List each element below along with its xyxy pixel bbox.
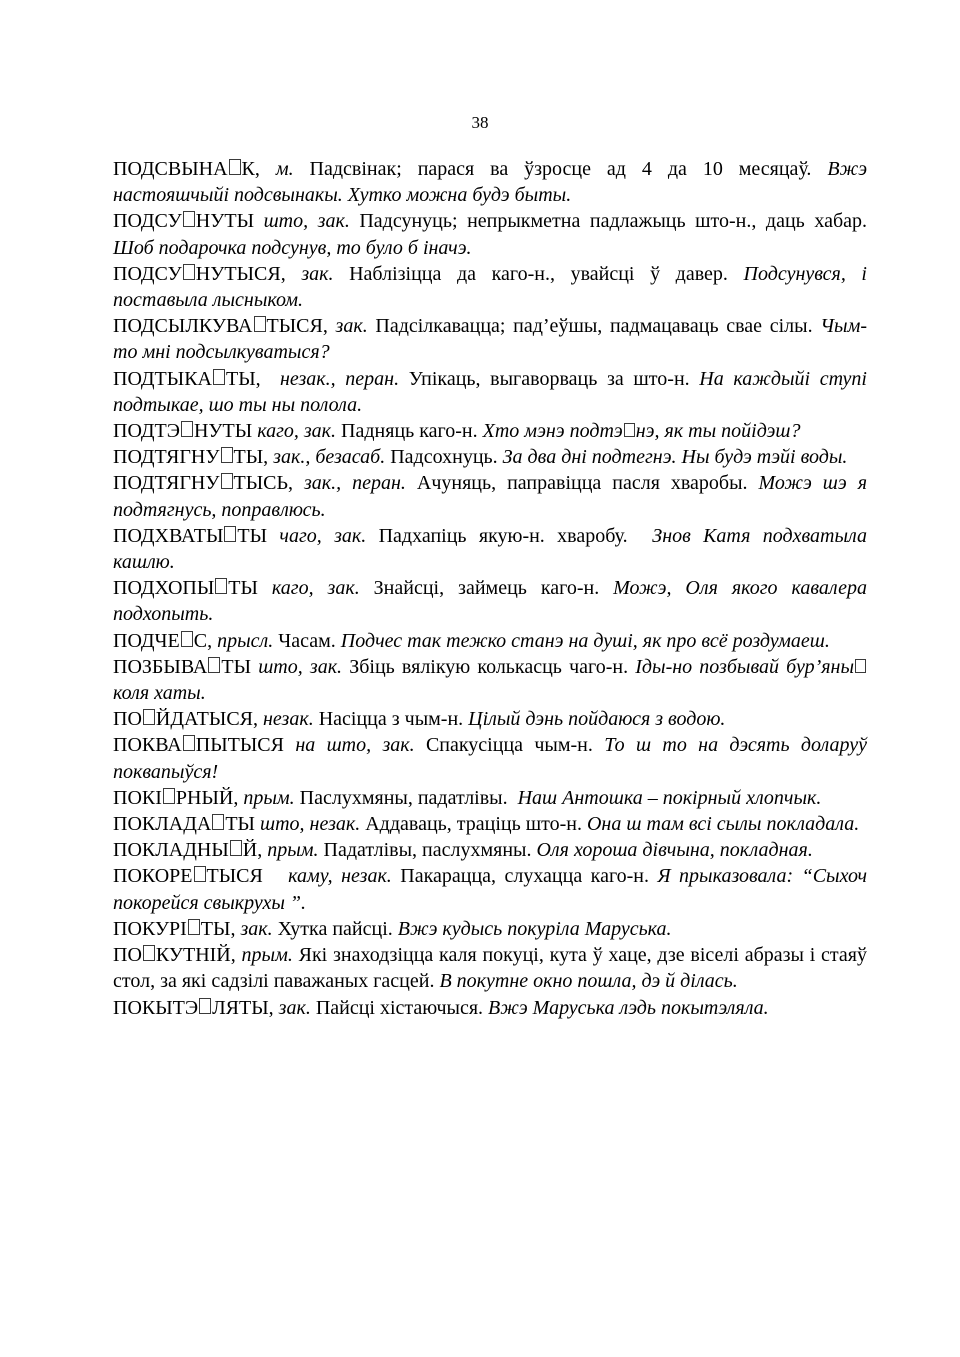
entry-grammar-label: зак., безасаб. [273, 446, 391, 469]
entry-grammar-label: зак. [278, 996, 316, 1019]
missing-glyph-box-icon [194, 866, 206, 882]
entry-headword: ПОДСВЫНА К, [113, 158, 276, 180]
entry-example: Я прыказовала: “Сыхоч покорейся свыкрухы ”. [113, 865, 867, 914]
entry-grammar-label: што, зак. [263, 210, 360, 233]
entry-grammar-label: прым. [241, 944, 299, 967]
dictionary-entry [113, 208, 867, 260]
entry-definition: Пакарацца, слухацца каго-н. [400, 865, 658, 888]
entry-example: Вжэ Маруська лэдь покытэляла. [488, 996, 769, 1019]
entry-definition: Збіць вялікую колькасць чаго-н. [349, 655, 636, 678]
dictionary-entry [113, 418, 867, 444]
entry-grammar-label: прым. [267, 839, 324, 862]
dictionary-entry [113, 654, 867, 706]
dictionary-entry [113, 811, 867, 837]
missing-glyph-box-icon [199, 998, 211, 1014]
entry-headword: ПОДТЭ НУТЫ [113, 420, 258, 443]
entry-definition: Падсілкавацца; пад’еўшы, падмацаваць свае сілы. [375, 315, 821, 338]
entry-example: Наш Антошка – покірный хлопчык. [517, 786, 822, 809]
dictionary-entry [113, 261, 867, 313]
missing-glyph-box-icon [208, 657, 220, 673]
entry-headword: ПО КУТНІЙ, [113, 944, 242, 967]
entry-definition: Спакусіцца чым-н. [425, 734, 605, 757]
dictionary-entry [113, 366, 867, 418]
entry-headword: ПОДСЫЛКУВА ТЫСЯ, [113, 315, 336, 338]
missing-glyph-box-icon [188, 919, 200, 935]
entry-definition: Падсохнуць. [390, 446, 503, 469]
entry-example: То ш то на дэсять доларуў поквапыўся! [113, 734, 867, 783]
dictionary-entry [113, 863, 867, 915]
entry-grammar-label: каму, незак. [288, 865, 401, 888]
dictionary-entry [113, 313, 867, 365]
entry-grammar-label: на што, зак. [295, 734, 426, 757]
entry-grammar-label: зак. [240, 917, 278, 940]
missing-glyph-box-icon [143, 945, 155, 961]
entry-headword: ПОДХВАТЫ ТЫ [113, 524, 280, 547]
entry-grammar-label: каго, зак. [257, 420, 342, 443]
entry-grammar-label: што, зак. [258, 655, 350, 678]
entry-definition: Пайсці хістаючыся. [315, 996, 489, 1019]
missing-glyph-box-icon [221, 473, 233, 489]
dictionary-entry [113, 470, 867, 522]
entry-example: Вжэ настояшчыйі подсвынакы. Хутко можна будэ быты. [113, 158, 868, 207]
entry-example: Оля хороша дівчына, покладная. [536, 839, 813, 862]
entry-headword: ПОДХОПЫ ТЫ [113, 577, 272, 600]
entry-definition: Аддаваць, траціць што-н. [365, 813, 587, 836]
dictionary-content [113, 156, 867, 1021]
dictionary-entry [113, 942, 867, 994]
entry-headword: ПОДСУ НУТЫ [113, 210, 264, 233]
entry-grammar-label: каго, зак. [271, 577, 374, 600]
entry-headword: ПОДТЯГНУ ТЫСЬ, [113, 472, 304, 495]
entry-headword: ПОДСУ НУТЫСЯ, [113, 262, 302, 285]
entry-grammar-label: чаго, зак. [279, 524, 379, 547]
entry-headword: ПОКІ РНЫЙ, [113, 786, 244, 809]
entry-headword: ПОДТЫКА ТЫ, [113, 367, 280, 390]
missing-glyph-box-icon [183, 211, 195, 227]
entry-definition: Падатлівы, паслухмяны. [323, 839, 537, 862]
entry-grammar-label: зак., перан. [303, 472, 417, 495]
entry-headword: ПОДТЯГНУ ТЫ, [113, 446, 274, 469]
entry-headword: ПОКУРІ ТЫ, [113, 917, 241, 940]
entry-grammar-label: м. [275, 158, 310, 180]
dictionary-entry [113, 444, 867, 470]
entry-definition: Хутка пайсці. [277, 917, 398, 940]
entry-definition: Паслухмяны, падатлівы. [299, 786, 518, 809]
missing-glyph-box-icon [215, 578, 227, 594]
entry-grammar-label: што, незак. [260, 813, 366, 836]
entry-grammar-label: прысл. [217, 629, 279, 652]
entry-example: Іды-но позбывай бур’яны коля хаты. [113, 656, 867, 704]
missing-glyph-box-icon [212, 814, 224, 830]
missing-glyph-box-icon [181, 631, 193, 647]
entry-headword: ПОКОРЕ ТЫСЯ [113, 865, 289, 888]
entry-example: Подчес так тежко станэ на душі, як про всё роздумаеш. [340, 629, 830, 652]
dictionary-entry [113, 916, 867, 942]
entry-example: Вжэ кудысь покуріла Маруська. [397, 917, 672, 940]
entry-grammar-label: прым. [243, 786, 300, 809]
missing-glyph-box-icon [855, 659, 866, 673]
entry-headword: ПОКЫТЭ ЛЯТЫ, [113, 996, 279, 1019]
missing-glyph-box-icon [143, 709, 155, 725]
entry-definition: Часам. [278, 629, 341, 652]
entry-definition: Падсвінак; парася ва ўзросце ад 4 да 10 месяцаў. [309, 158, 828, 180]
entry-definition: Падхапіць якую-н. хваробу. [378, 524, 653, 547]
entry-definition: Падсунуць; непрыкметна падлажыць што-н., даць хабар. [359, 210, 867, 233]
entry-example: Она ш там всі сылы покладала. [586, 813, 860, 836]
missing-glyph-box-icon [213, 369, 225, 385]
entry-example: Подсунувся, і поставыла лысныком. [113, 262, 867, 312]
dictionary-entry [113, 837, 867, 863]
entry-example: Знов Катя подхватыла кашлю. [113, 524, 867, 574]
entry-definition: Падняць каго-н. [341, 420, 483, 443]
entry-headword: ПОДЧЕ С, [113, 629, 218, 652]
entry-example: Чым-то мні подсылкуватыся? [113, 315, 867, 364]
entry-grammar-label: незак. [263, 708, 319, 731]
entry-headword: ПО ЙДАТЫСЯ, [113, 708, 263, 731]
entry-example: Хто мэнэ подтэ нэ, як ты пойідэш? [482, 420, 801, 443]
missing-glyph-box-icon [624, 423, 635, 437]
entry-definition: Насіцца з чым-н. [318, 708, 469, 731]
entry-definition: Які знаходзіцца каля покуці, кута ў хаце, дзе віселі абразы і стаяў стол, за які садзілі паважаных гасцей. [113, 944, 867, 993]
dictionary-entry [113, 523, 867, 575]
missing-glyph-box-icon [254, 316, 266, 332]
dictionary-entry [113, 575, 867, 627]
entry-definition: Знайсці, займець каго-н. [373, 577, 614, 600]
entry-definition: Наблізіцца да каго-н., увайсці ў давер. [349, 262, 744, 285]
entry-example: Шоб подарочка подсунув, то було б іначэ. [113, 236, 472, 259]
dictionary-entry [113, 785, 867, 811]
missing-glyph-box-icon [183, 735, 195, 751]
entry-definition: Ачуняць, паправіцца пасля хваробы. [416, 472, 759, 495]
entry-example: На каждыйі ступі подтыкае, шо ты ны полола. [113, 367, 867, 416]
dictionary-entry [113, 995, 867, 1021]
dictionary-entry [113, 156, 867, 208]
missing-glyph-box-icon [224, 526, 236, 542]
missing-glyph-box-icon [229, 159, 241, 175]
entry-headword: ПОЗБЫВА ТЫ [113, 655, 259, 678]
entry-example: Можэ шэ я подтягнусь, поправлюсь. [113, 472, 868, 521]
entry-headword: ПОКВА ПЫТЫСЯ [113, 734, 296, 757]
entry-grammar-label: зак. [301, 262, 350, 285]
missing-glyph-box-icon [183, 264, 195, 280]
entry-headword: ПОКЛАДНЫ Й, [113, 839, 268, 862]
entry-example: Можэ, Оля якого кавалера подхопыть. [113, 577, 867, 626]
page-number: 38 [471, 113, 489, 132]
entry-definition: Упікаць, выгаворваць за што-н. [408, 367, 700, 390]
entry-example: Цілый дэнь пойдаюся з водою. [468, 708, 726, 731]
dictionary-entry [113, 732, 867, 784]
entry-grammar-label: незак., перан. [279, 367, 409, 390]
dictionary-entry [113, 706, 867, 732]
entry-example: За два дні подтегнэ. Ны будэ тэйі воды. [502, 446, 848, 469]
dictionary-entry [113, 628, 867, 654]
entry-headword: ПОКЛАДА ТЫ [113, 813, 260, 836]
entry-grammar-label: зак. [335, 315, 376, 338]
missing-glyph-box-icon [181, 421, 193, 437]
missing-glyph-box-icon [163, 788, 175, 804]
missing-glyph-box-icon [221, 447, 233, 463]
entry-example: В покутне окно пошла, дэ й ділась. [439, 970, 738, 993]
missing-glyph-box-icon [230, 840, 242, 856]
